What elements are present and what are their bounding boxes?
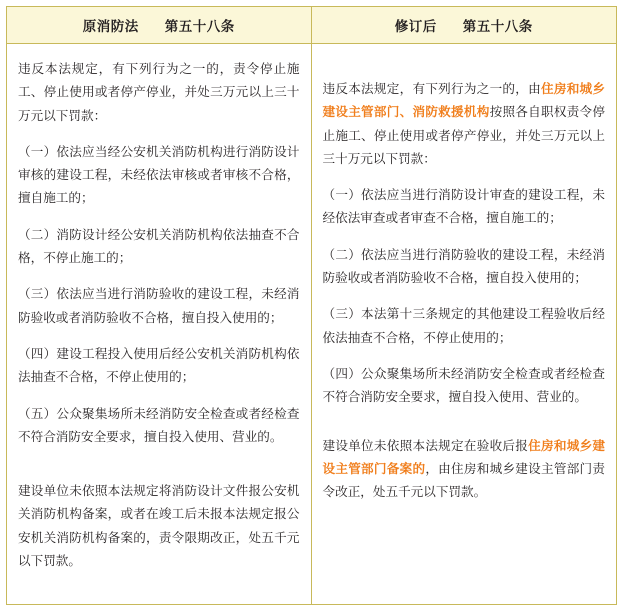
revised-footer-highlight: 住房和城乡建设主管部门备案的	[322, 438, 606, 476]
table-body-row	[7, 44, 616, 604]
header-original-law-label: 原消防法	[82, 19, 139, 34]
header-revised-label: 修订后	[394, 19, 437, 34]
revised-intro-part1: 违反本法规定，有下列行为之一的，由	[322, 82, 541, 96]
header-original-article-label: 第五十八条	[164, 19, 235, 34]
revised-item-3: （三）本法第十三条规定的其他建设工程验收后经依法抽查不合格，不停止使用的；	[322, 307, 605, 345]
table-header-row	[7, 7, 616, 44]
original-column-spacer	[18, 462, 300, 478]
revised-footer-paragraph	[323, 435, 606, 505]
original-law-column	[7, 44, 312, 604]
revised-footer-part1: 建设单位未依照本法规定在验收后报	[322, 438, 529, 453]
revised-column-spacer	[323, 423, 606, 433]
revised-item-4: （四）公众聚集场所未经消防安全检查或者经检查不符合消防安全要求，擅自投入使用、营业的。	[322, 366, 605, 405]
revised-intro-highlight: 住房和城乡建设主管部门、消防救援机构	[322, 82, 606, 120]
revised-intro-paragraph	[323, 78, 606, 171]
revised-item-2: （二）依法应当进行消防验收的建设工程，未经消防验收或者消防验收不合格，擅自投入使用的；	[322, 247, 605, 286]
original-item-2: （二）消防设计经公安机关消防机构依法抽查不合格，不停止施工的；	[18, 227, 300, 266]
original-item-1: （一）依法应当经公安机关消防机构进行消防设计审核的建设工程，未经依法审核或者审核不合格，擅自施工的；	[18, 144, 300, 206]
header-cell-original	[7, 7, 312, 43]
original-intro-paragraph: 违反本法规定，有下列行为之一的，责令停止施工、停止使用或者停产停业，并处三万元以上三十万元以下罚款：	[18, 62, 300, 123]
header-revised-article-label: 第五十八条	[462, 19, 533, 34]
revised-item-1: （一）依法应当进行消防设计审查的建设工程，未经依法审查或者审查不合格，擅自施工的；	[322, 188, 605, 226]
original-footer-paragraph: 建设单位未依照本法规定将消防设计文件报公安机关消防机构备案，或者在竣工后未报本法规定报公安机关消防机构备案的，责令限期改正，处五千元以下罚款。	[18, 484, 300, 569]
revised-intro-part2: 按照各自职权责令停止施工、停止使用或者停产停业，并处三万元以上三十万元以下罚款：	[322, 105, 606, 166]
header-cell-revised	[312, 7, 617, 43]
original-item-3: （三）依法应当进行消防验收的建设工程，未经消防验收或者消防验收不合格，擅自投入使用的；	[18, 287, 300, 325]
revised-law-column	[312, 44, 617, 604]
comparison-table	[6, 6, 617, 605]
original-item-4: （四）建设工程投入使用后经公安机关消防机构依法抽查不合格，不停止使用的；	[18, 346, 300, 385]
revised-footer-part2: ，由住房和城乡建设主管部门责令改正，处五千元以下罚款。	[322, 461, 606, 500]
original-item-5: （五）公众聚集场所未经消防安全检查或者经检查不符合消防安全要求，擅自投入使用、营业的。	[18, 406, 300, 444]
